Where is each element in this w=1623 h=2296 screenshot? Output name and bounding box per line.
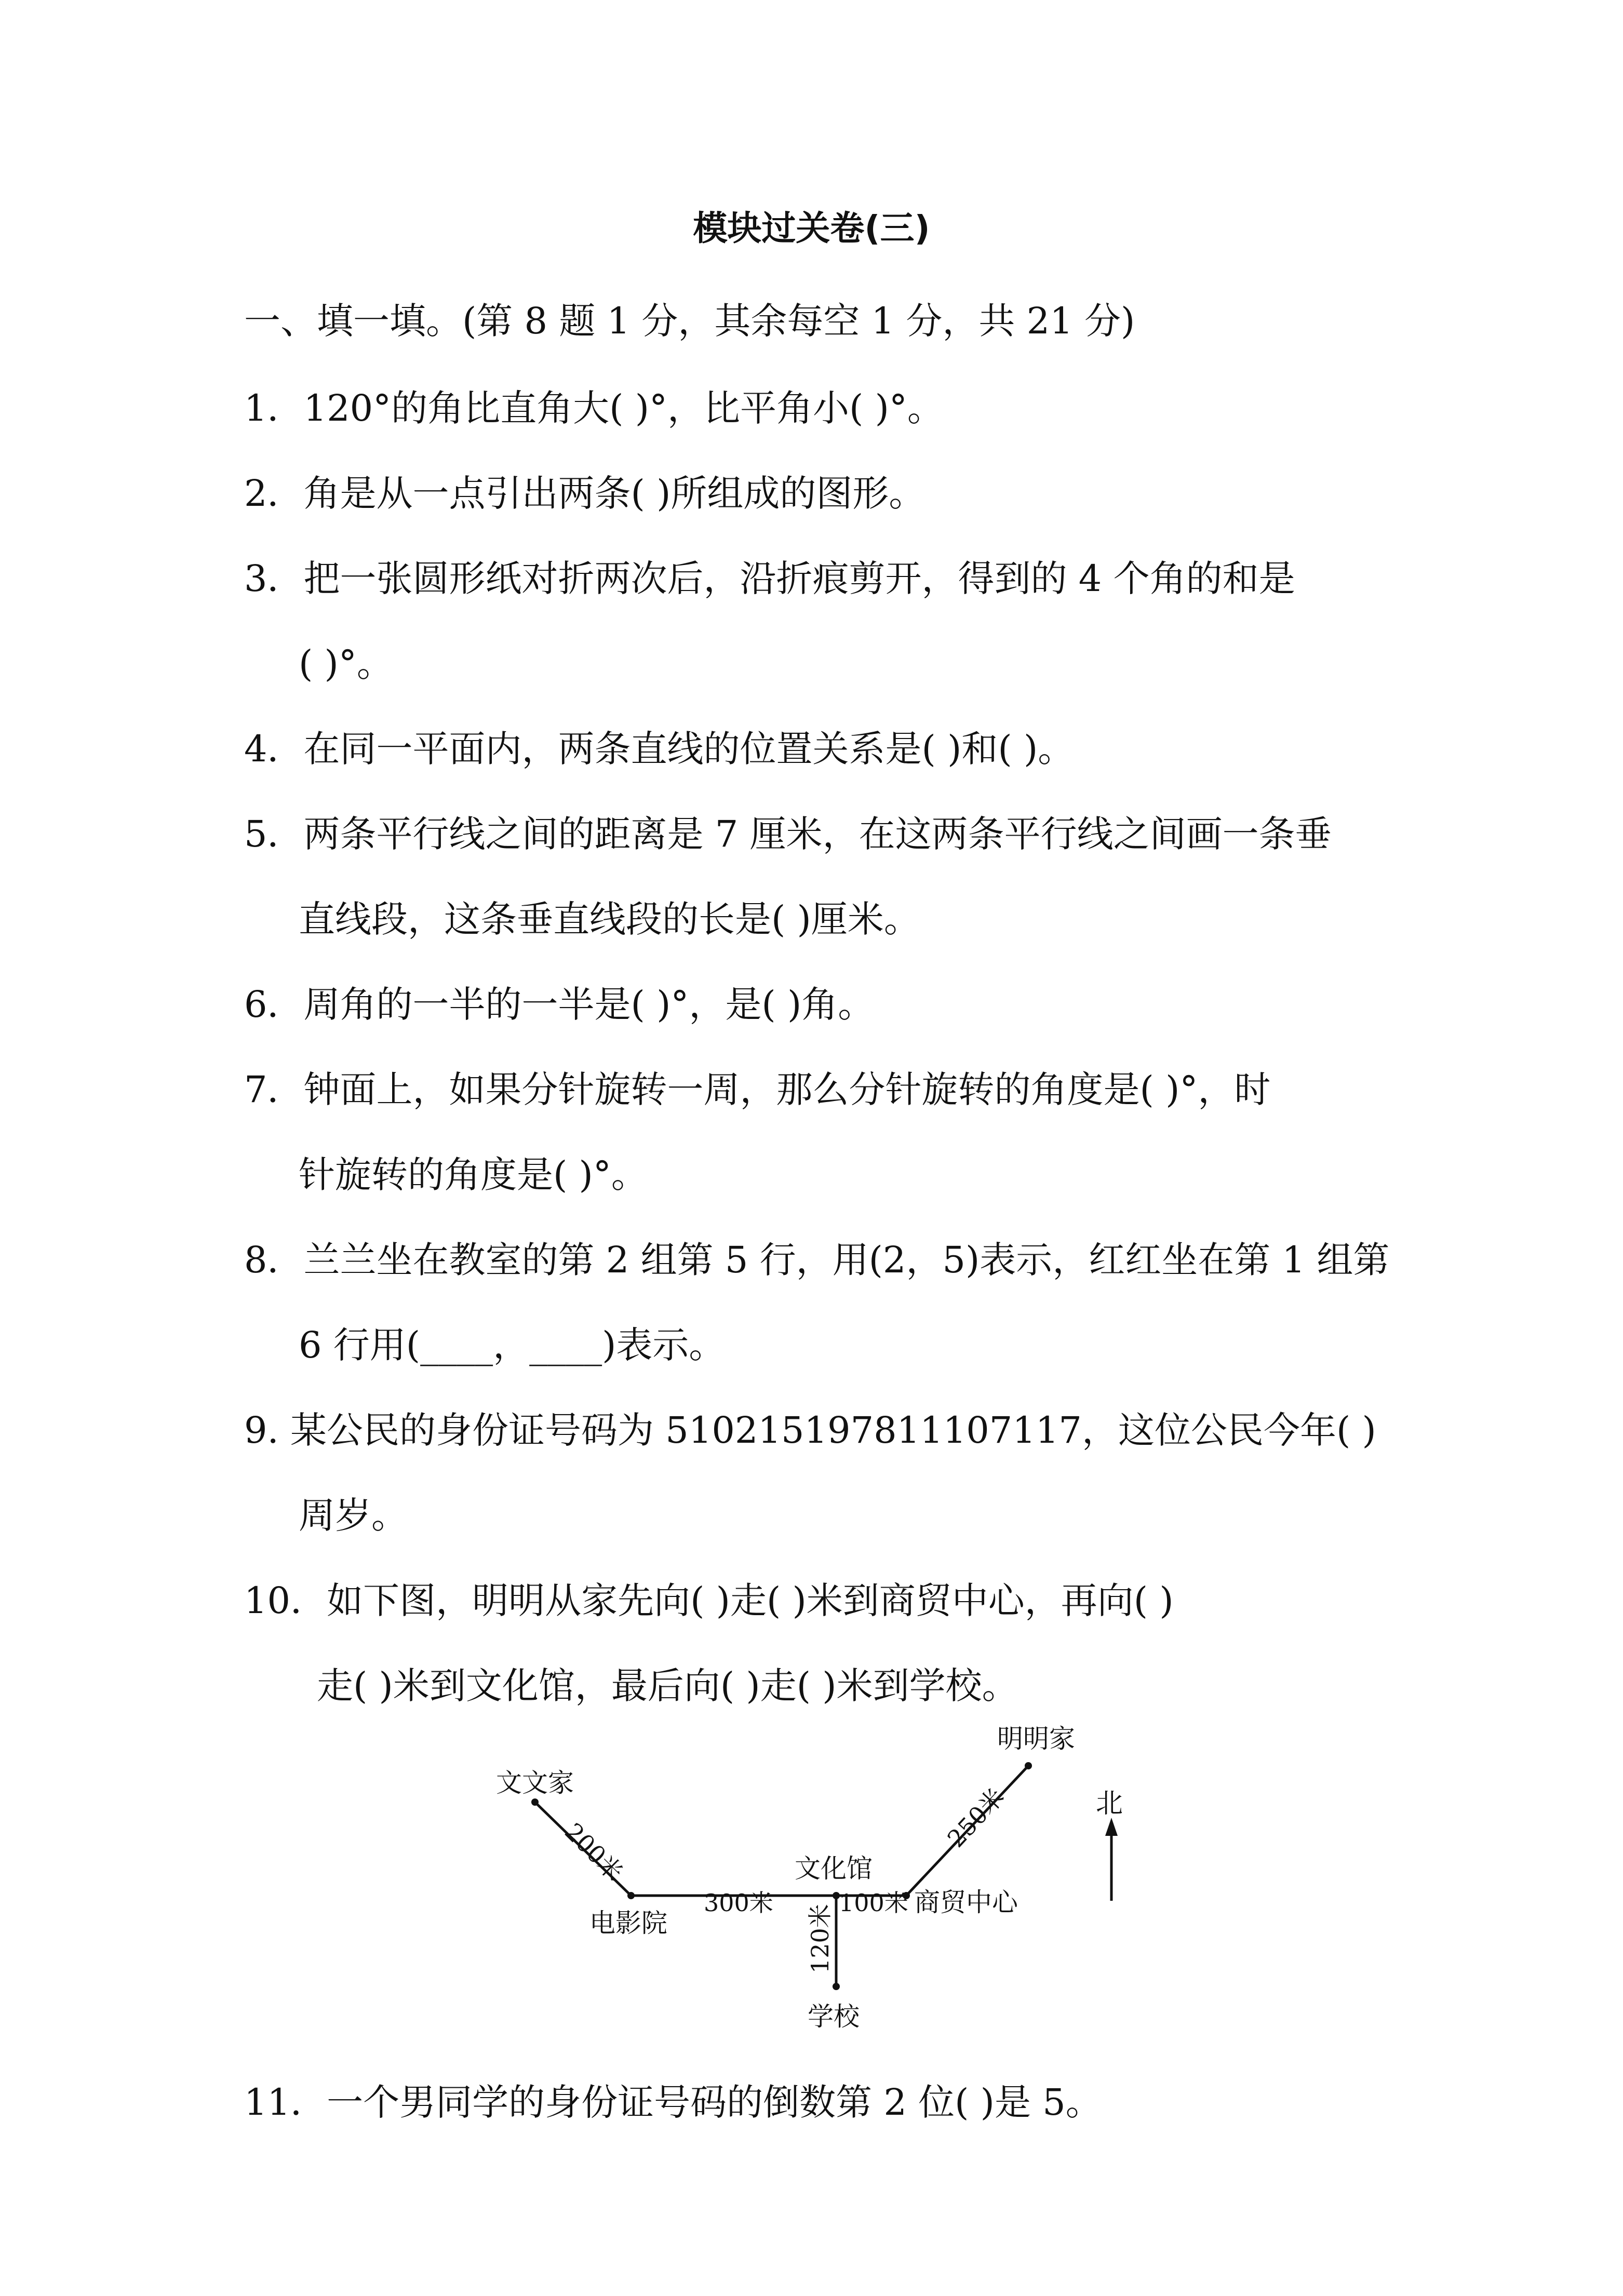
point-wenwen-home xyxy=(531,1798,539,1806)
question-7-line-1: 7．钟面上，如果分针旋转一周，那么分针旋转的角度是( )°，时 xyxy=(244,1068,1271,1111)
north-label: 北 xyxy=(1096,1788,1123,1819)
label-culture-hall: 文化馆 xyxy=(795,1854,873,1884)
question-7-line-2: 针旋转的角度是( )°。 xyxy=(299,1153,648,1196)
question-9-line-1: 9. 某公民的身份证号码为 510215197811107117，这位公民今年( ) xyxy=(244,1409,1376,1452)
question-8-line-2: 6 行用(____，____)表示。 xyxy=(299,1324,726,1366)
question-1: 1．120°的角比直角大( )°，比平角小( )°。 xyxy=(244,387,944,429)
question-9-line-2: 周岁。 xyxy=(299,1494,408,1537)
label-school: 学校 xyxy=(808,2002,860,2032)
question-11: 11．一个男同学的身份证号码的倒数第 2 位( )是 5。 xyxy=(244,2081,1102,2124)
distance-wenwen-cinema: 200米 xyxy=(559,1817,629,1887)
question-10-line-2: 走( )米到文化馆，最后向( )走( )米到学校。 xyxy=(317,1664,1018,1707)
question-5-line-2: 直线段，这条垂直线段的长是( )厘米。 xyxy=(299,898,920,941)
point-school xyxy=(833,1983,840,1990)
distance-culture-school: 120米 xyxy=(806,1904,834,1973)
question-6: 6．周角的一半的一半是( )°，是( )角。 xyxy=(244,983,875,1026)
distance-culture-trade: 100米 xyxy=(839,1889,908,1917)
question-3-line-2: ( )°。 xyxy=(299,642,393,685)
label-cinema: 电影院 xyxy=(589,1908,667,1938)
north-arrow-icon xyxy=(1105,1818,1118,1836)
label-wenwen-home: 文文家 xyxy=(496,1768,574,1798)
distance-cinema-culture: 300米 xyxy=(704,1889,773,1917)
question-5-line-1: 5．两条平行线之间的距离是 7 厘米，在这两条平行线之间画一条垂 xyxy=(244,813,1332,855)
question-2: 2．角是从一点引出两条( )所组成的图形。 xyxy=(244,472,925,515)
section-heading: 一、填一填。(第 8 题 1 分，其余每空 1 分，共 21 分) xyxy=(244,300,1135,342)
question-4: 4．在同一平面内，两条直线的位置关系是( )和( )。 xyxy=(244,728,1075,770)
point-mingming-home xyxy=(1025,1762,1032,1769)
point-cinema xyxy=(627,1892,635,1899)
question-8-line-1: 8．兰兰坐在教室的第 2 组第 5 行，用(2，5)表示，红红坐在第 1 组第 xyxy=(244,1239,1390,1281)
question-10-line-1: 10．如下图，明明从家先向( )走( )米到商贸中心，再向( ) xyxy=(244,1579,1174,1622)
distance-trade-mingming: 250米 xyxy=(942,1782,1010,1853)
label-trade-center: 商贸中心 xyxy=(914,1887,1018,1917)
page-title: 模块过关卷(三) xyxy=(693,208,930,248)
label-mingming-home: 明明家 xyxy=(997,1724,1075,1754)
question-3-line-1: 3．把一张圆形纸对折两次后，沿折痕剪开，得到的 4 个角的和是 xyxy=(244,557,1295,600)
